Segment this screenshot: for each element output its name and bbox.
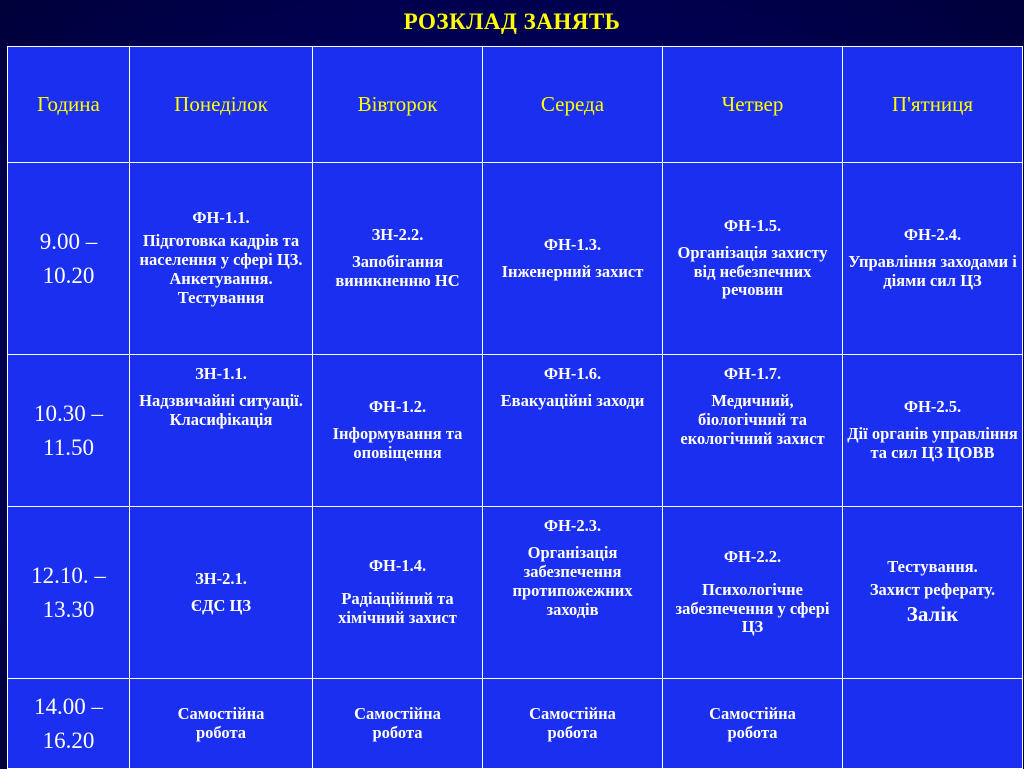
- lesson-title: Запобігання виникненню НС: [335, 252, 460, 290]
- time-cell: [8, 163, 130, 355]
- lesson-code: ФН-2.4.: [903, 225, 962, 245]
- time-end: 13.30: [42, 596, 95, 622]
- time-cell: [8, 355, 130, 507]
- lesson-extra: Залік: [906, 602, 959, 627]
- lesson-cell: [130, 355, 313, 507]
- lesson-cell: [130, 163, 313, 355]
- lesson-cell: [663, 679, 843, 769]
- lesson-code: ЗН-2.1.: [195, 568, 247, 588]
- header-row: [8, 47, 1023, 163]
- lesson-code: Тестування.: [887, 557, 978, 577]
- lesson-title: Підготовка кадрів та населення у сфері ЦЗ. Анкетування. Тестування: [139, 231, 303, 307]
- lesson-title: Медичний, біологічний та екологічний захист: [680, 390, 825, 448]
- lesson-code: ФН-1.7.: [723, 364, 782, 383]
- lesson-code: ФН-1.1.: [192, 208, 250, 228]
- table-row: [8, 355, 1023, 507]
- lesson-cell: [313, 163, 483, 355]
- lesson-code: ФН-1.4.: [368, 556, 427, 576]
- lesson-code: Самостійна: [709, 703, 796, 723]
- lesson-cell: [483, 355, 663, 507]
- lesson-title: Дії органів управління та сил ЦЗ ЦОВВ: [847, 424, 1018, 462]
- time-start: 12.10. –: [31, 563, 106, 589]
- table-row: [8, 163, 1023, 355]
- time-start: 10.30 –: [34, 401, 103, 427]
- time-start: 14.00 –: [34, 694, 103, 720]
- time-cell: [8, 679, 130, 769]
- lesson-cell-empty: [843, 679, 1023, 769]
- lesson-cell: [313, 507, 483, 679]
- header-tuesday: Вівторок: [313, 47, 483, 163]
- header-wednesday: Середа: [483, 47, 663, 163]
- lesson-code: ФН-2.2.: [723, 546, 782, 566]
- lesson-cell: [843, 163, 1023, 355]
- lesson-title: робота: [195, 722, 247, 742]
- lesson-title: Інженерний захист: [501, 261, 644, 281]
- schedule-table: [7, 46, 1023, 769]
- lesson-title: Психологічне забезпечення у сфері ЦЗ: [675, 579, 830, 637]
- lesson-title: робота: [727, 722, 778, 742]
- lesson-code: ЗН-2.2.: [371, 225, 424, 245]
- lesson-title: ЄДС ЦЗ: [190, 595, 252, 615]
- lesson-cell: [843, 507, 1023, 679]
- time-end: 10.20: [42, 262, 95, 288]
- lesson-title: Організація забезпечення протипожежних заходів: [512, 542, 633, 619]
- lesson-title: Радіаційний та хімічний захист: [338, 589, 457, 627]
- lesson-cell: [663, 355, 843, 507]
- header-hour: Година: [8, 47, 130, 163]
- lesson-title: Організація захисту від небезпечних речовин: [677, 242, 828, 300]
- lesson-cell: [130, 679, 313, 769]
- page-title: РОЗКЛАД ЗАНЯТЬ: [403, 9, 621, 34]
- lesson-title: Надзвичайні ситуації. Класифікація: [139, 390, 303, 429]
- table-row: [8, 507, 1023, 679]
- lesson-code: ФН-1.6.: [543, 364, 602, 383]
- lesson-title: Захист реферату.: [869, 580, 996, 600]
- time-start: 9.00 –: [39, 229, 98, 255]
- lesson-code: ФН-2.5.: [903, 397, 962, 417]
- lesson-title: Інформування та оповіщення: [332, 424, 463, 462]
- time-cell: [8, 507, 130, 679]
- lesson-title: робота: [372, 722, 423, 742]
- header-monday: Понеділок: [130, 47, 313, 163]
- lesson-cell: [843, 355, 1023, 507]
- time-end: 11.50: [43, 434, 94, 460]
- lesson-cell: [130, 507, 313, 679]
- lesson-cell: [483, 679, 663, 769]
- lesson-code: ФН-1.2.: [368, 397, 427, 417]
- lesson-code: Самостійна: [354, 703, 441, 723]
- lesson-code: ФН-1.5.: [723, 215, 782, 235]
- lesson-cell: [483, 507, 663, 679]
- table-row: [8, 679, 1023, 769]
- lesson-code: Самостійна: [177, 703, 265, 723]
- lesson-code: ЗН-1.1.: [195, 364, 247, 383]
- lesson-code: ФН-1.3.: [543, 234, 602, 254]
- header-thursday: Четвер: [663, 47, 843, 163]
- lesson-cell: [663, 507, 843, 679]
- lesson-title: Евакуаційні заходи: [500, 390, 645, 410]
- header-friday: П'ятниця: [843, 47, 1023, 163]
- lesson-title: робота: [547, 722, 598, 742]
- lesson-cell: [483, 163, 663, 355]
- lesson-cell: [313, 679, 483, 769]
- lesson-code: ФН-2.3.: [543, 516, 602, 535]
- lesson-cell: [313, 355, 483, 507]
- lesson-code: Самостійна: [529, 703, 616, 723]
- time-end: 16.20: [42, 727, 95, 753]
- lesson-title: Управління заходами і діями сил ЦЗ: [848, 252, 1017, 290]
- lesson-cell: [663, 163, 843, 355]
